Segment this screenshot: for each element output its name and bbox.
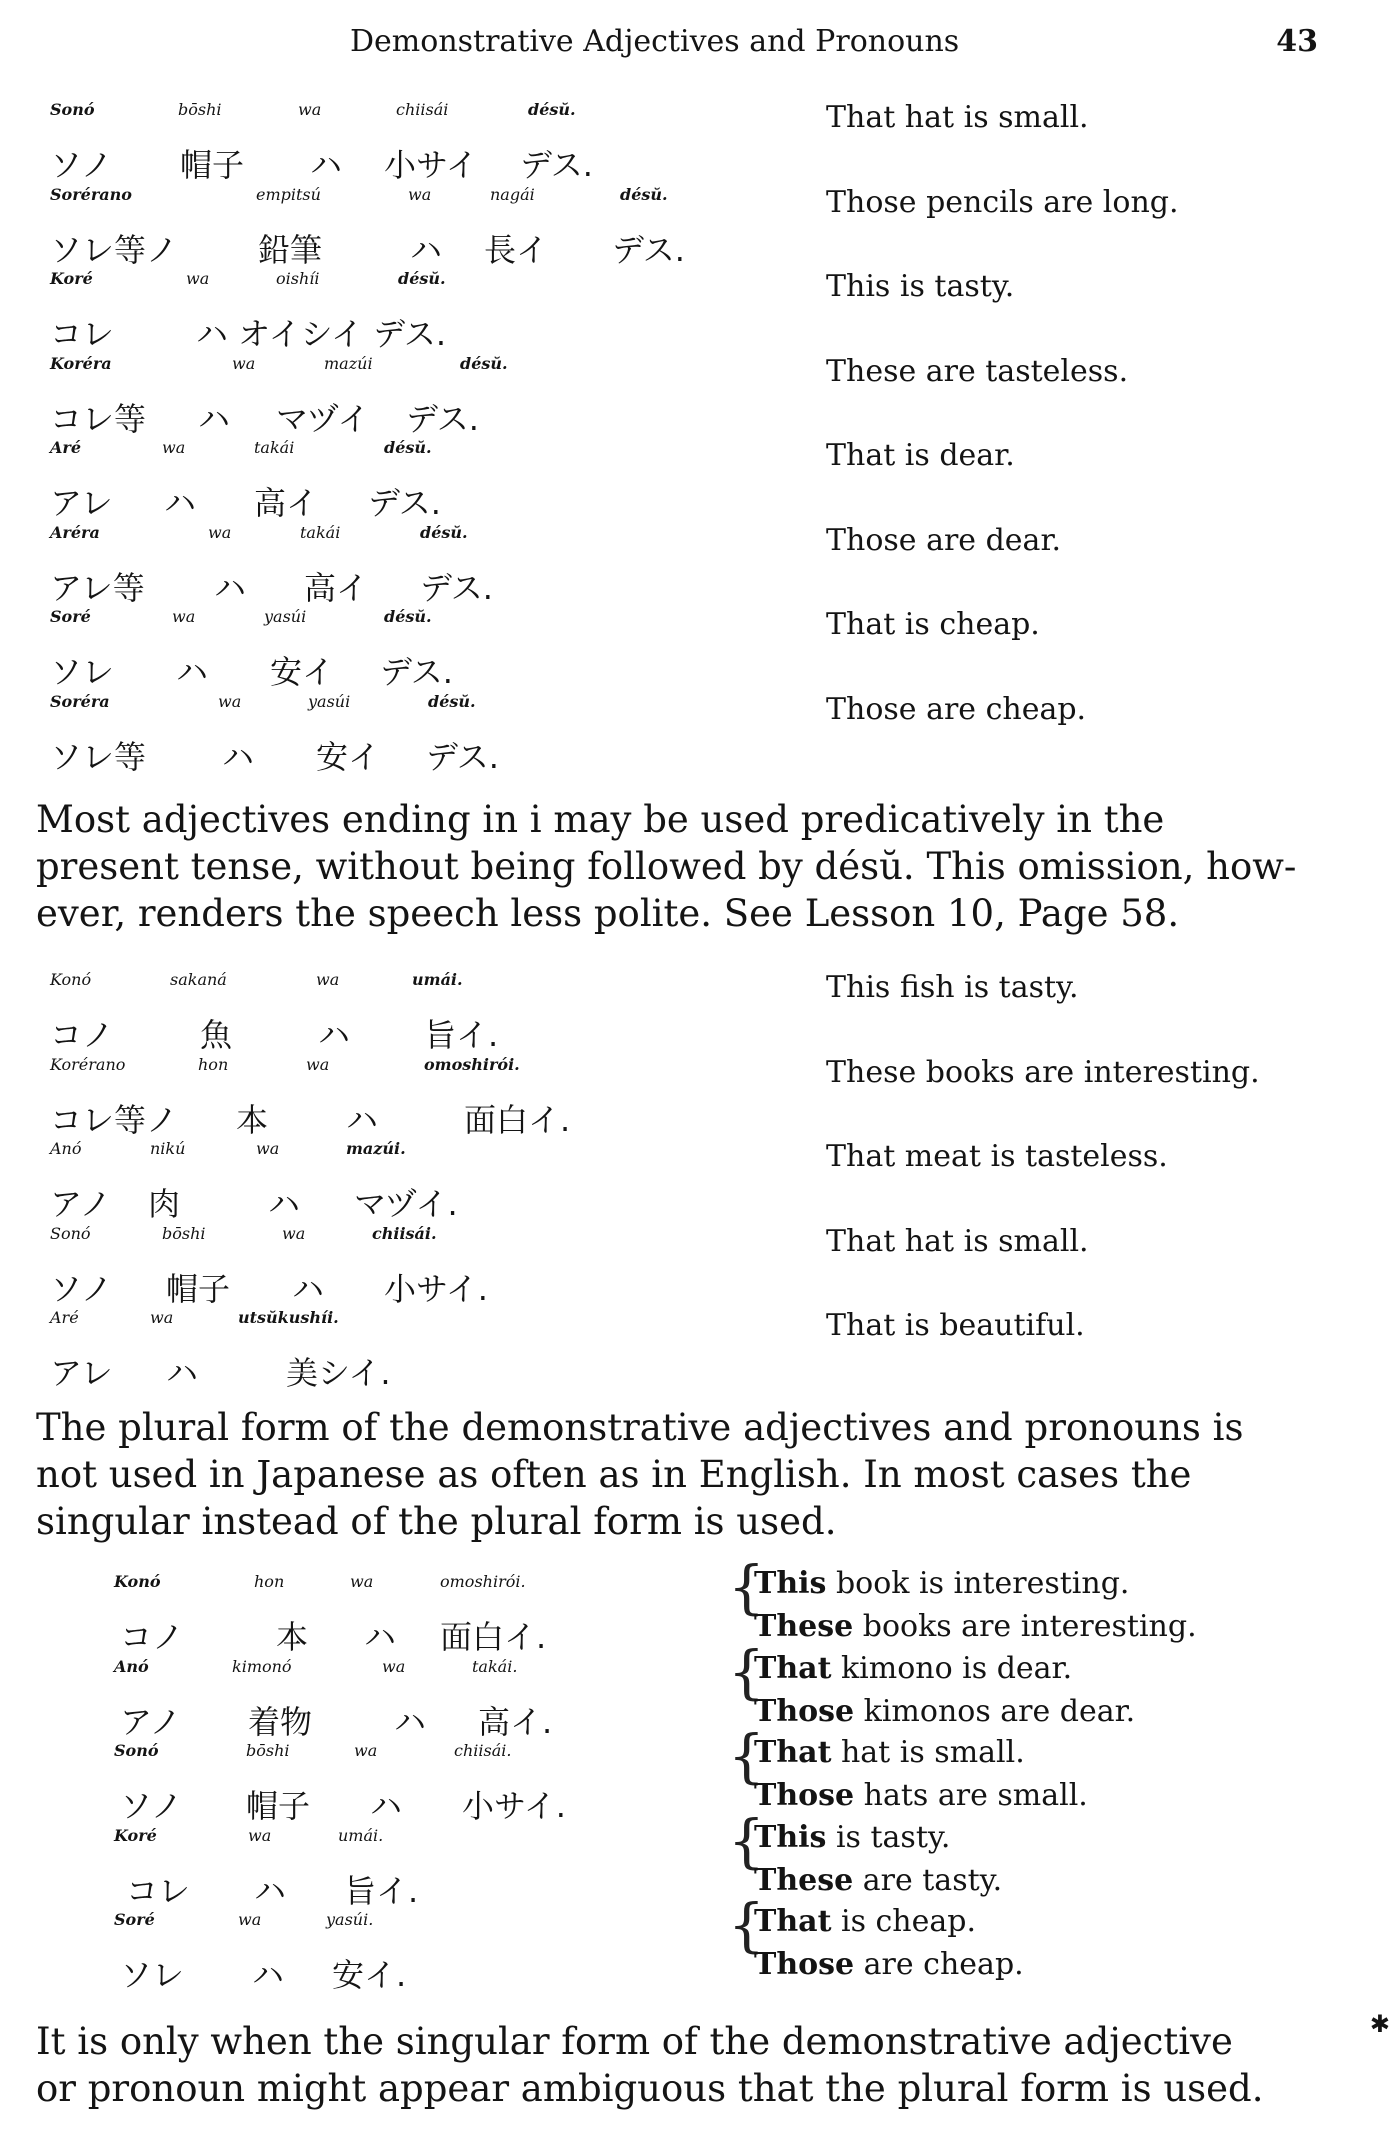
kana-word: 高イ [254, 484, 319, 522]
romaji-word: bōshi [162, 1223, 206, 1243]
kana-word: 本 [276, 1618, 309, 1656]
kana-word: デス. [380, 653, 453, 691]
romaji-word: wa [186, 269, 210, 288]
kana-word: ハ [310, 146, 343, 184]
kana-word: デス. [426, 737, 499, 776]
romaji-word: yasúi [264, 607, 307, 626]
kana-word: ソレ [50, 653, 115, 691]
kana-word: 安イ [270, 653, 335, 691]
kana-word: ハ [370, 1787, 403, 1825]
translation-rest: hats are small. [854, 1778, 1088, 1813]
kana-word: 小サイ [384, 146, 478, 184]
romaji-word: Soréra [50, 691, 110, 711]
translation-lead: That [754, 1904, 832, 1939]
kana-word: ハ [318, 1016, 351, 1054]
translation [754, 1647, 1072, 1690]
kana-word: アレ [50, 1354, 113, 1392]
paragraph-line: singular instead of the plural form is used. [36, 1500, 837, 1543]
translation [754, 1859, 1002, 1902]
kana-word: ハ [252, 1956, 285, 1994]
romaji-word: wa [298, 100, 322, 119]
translation: Those are dear. [826, 522, 1062, 558]
romaji-word: Aré [50, 1308, 79, 1327]
romaji-word: Koréra [50, 353, 112, 373]
kana-word: ハ [164, 484, 197, 522]
kana-word: コノ [50, 1016, 115, 1054]
kana-word: ハ [214, 568, 247, 607]
kana-word: アレ [50, 484, 113, 522]
page-header [0, 24, 1398, 64]
romaji-word: wa [232, 353, 256, 373]
kana-word: 本 [236, 1100, 269, 1139]
translation-rest: kimonos are dear. [854, 1693, 1136, 1729]
translation [754, 1605, 1197, 1648]
kana-word: コレ等ノ [50, 1100, 179, 1139]
romaji-word: Sonó [50, 100, 95, 119]
kana-word: 魚 [200, 1016, 233, 1054]
translation: Those pencils are long. [826, 184, 1179, 220]
romaji-word: mazúi. [346, 1139, 406, 1158]
romaji-word: désŭ. [460, 353, 508, 373]
romaji-word: wa [162, 438, 186, 457]
romaji-word: umái. [412, 970, 463, 989]
kana-word: 美シイ. [286, 1354, 391, 1392]
romaji-word: désŭ. [398, 269, 446, 288]
kana-word: ハ [410, 230, 443, 269]
paragraph-line: not used in Japanese as often as in English. In most cases the [36, 1453, 1192, 1496]
translation [754, 1690, 1135, 1733]
translation: That is cheap. [826, 607, 1040, 642]
translation: That hat is small. [826, 100, 1089, 135]
kana-word: ソノ [50, 146, 113, 184]
translation: That meat is tasteless. [826, 1139, 1168, 1174]
running-title: Demonstrative Adjectives and Pronouns [350, 24, 960, 59]
kana-word: ハ [176, 653, 209, 691]
romaji-word: omoshirói. [424, 1054, 520, 1074]
kana-word: ソノ [50, 1269, 113, 1308]
translation-rest: book is interesting. [826, 1566, 1130, 1601]
romaji-word: désŭ. [384, 438, 432, 457]
romaji-word: Aréra [50, 522, 100, 542]
kana-word: 安イ [316, 737, 381, 776]
kana-word: デス. [406, 399, 479, 438]
romaji-word: umái. [338, 1825, 384, 1845]
kana-word: ハ [254, 1871, 287, 1910]
translation-lead: This [754, 1819, 827, 1855]
kana-word: 旨イ. [424, 1016, 499, 1054]
romaji-word: Anó [50, 1139, 82, 1158]
romaji-word: Anó [114, 1656, 149, 1676]
romaji-word: désŭ. [528, 100, 576, 119]
translation [754, 1731, 1025, 1774]
romaji-word: nagái [490, 184, 535, 204]
romaji-word: désŭ. [428, 691, 476, 711]
romaji-word: Konó [50, 970, 92, 989]
kana-word: 小サイ. [462, 1787, 566, 1825]
romaji-word: hon [198, 1054, 229, 1074]
romaji-word: empitsú [256, 184, 321, 204]
translation: That is beautiful. [826, 1308, 1085, 1343]
romaji-word: takái. [472, 1656, 518, 1676]
romaji-word: wa [238, 1910, 262, 1929]
kana-word: アノ [50, 1185, 112, 1223]
translation-rest: hat is small. [831, 1735, 1025, 1770]
romaji-word: bōshi [178, 100, 222, 119]
romaji-word: sakaná [170, 970, 227, 989]
romaji-word: nikú [150, 1139, 186, 1158]
romaji-word: wa [282, 1223, 306, 1243]
romaji-word: wa [256, 1139, 280, 1158]
kana-word: コノ [120, 1618, 185, 1656]
romaji-word: Soré [114, 1910, 155, 1929]
romaji-word: Konó [114, 1572, 161, 1591]
kana-word: 旨イ. [344, 1871, 419, 1910]
kana-word: 肉 [148, 1185, 181, 1223]
kana-word: ハ オイシイ デス. [196, 315, 447, 353]
romaji-word: désŭ. [620, 184, 668, 204]
translation-lead: These [754, 1862, 854, 1898]
brace-symbol: { [728, 1553, 765, 1621]
translation-lead: These [754, 1609, 854, 1644]
translation: These books are interesting. [826, 1054, 1260, 1090]
romaji-word: Sonó [114, 1741, 159, 1760]
romaji-word: wa [408, 184, 432, 204]
romaji-word: wa [150, 1308, 174, 1327]
translation-rest: are cheap. [854, 1947, 1024, 1982]
translation-lead: This [754, 1566, 827, 1601]
kana-word: ソレ等 [50, 737, 147, 776]
romaji-word: takái [254, 438, 295, 457]
translation-rest: is cheap. [831, 1904, 977, 1939]
romaji-word: Soré [50, 607, 91, 626]
kana-word: マヅイ [276, 399, 370, 438]
brace-symbol: { [728, 1806, 765, 1875]
romaji-word: Sorérano [50, 184, 132, 204]
kana-word: 帽子 [166, 1269, 231, 1308]
romaji-word: wa [382, 1656, 406, 1676]
kana-word: アレ等 [50, 568, 145, 607]
paragraph-line: ever, renders the speech less polite. See Lesson 10, Page 58. [36, 892, 1180, 935]
translation-rest: is tasty. [826, 1819, 951, 1855]
kana-word: デス. [420, 568, 493, 607]
romaji-word: Korérano [50, 1054, 126, 1074]
translation [754, 1943, 1024, 1986]
kana-word: ハ [198, 399, 231, 438]
translation-lead: Those [754, 1778, 855, 1813]
kana-word: ソレ等ノ [50, 230, 179, 269]
kana-word: ハ [346, 1100, 379, 1139]
kana-word: コレ [126, 1871, 191, 1910]
romaji-word: chiisái. [454, 1741, 512, 1760]
kana-word: 長イ [484, 230, 549, 269]
kana-word: 面白イ. [440, 1618, 547, 1656]
kana-word: 小サイ. [384, 1269, 488, 1308]
page-number: 43 [1276, 24, 1318, 59]
translation: Those are cheap. [826, 691, 1087, 727]
kana-word: 帽子 [246, 1787, 311, 1825]
paragraph-line: Most adjectives ending in i may be used predicatively in the [36, 798, 1165, 841]
paragraph-1 [36, 796, 1336, 937]
kana-word: 面白イ. [464, 1100, 571, 1139]
kana-word: 鉛筆 [258, 230, 323, 269]
kana-word: マヅイ. [354, 1185, 458, 1223]
romaji-word: wa [248, 1825, 272, 1845]
translation-lead: That [754, 1735, 832, 1770]
kana-word: ソレ [120, 1956, 185, 1994]
romaji-word: utsŭkushíi. [238, 1308, 339, 1327]
kana-word: デス. [368, 484, 441, 522]
translation: This fish is tasty. [826, 970, 1079, 1005]
translation: That is dear. [826, 438, 1015, 473]
romaji-word: désŭ. [420, 522, 468, 542]
translation-lead: Those [754, 1947, 855, 1982]
kana-word: アノ [120, 1702, 182, 1741]
romaji-word: oishíi [276, 269, 320, 288]
kana-word: 高イ [304, 568, 369, 607]
kana-word: コレ [50, 315, 115, 353]
romaji-word: yasúi. [326, 1910, 374, 1929]
paragraph-3 [36, 2018, 1336, 2112]
romaji-word: Koré [50, 269, 93, 288]
kana-word: 高イ. [478, 1702, 553, 1741]
translation [754, 1562, 1129, 1605]
kana-word: ハ [394, 1702, 427, 1741]
kana-word: ハ [166, 1354, 199, 1392]
kana-word: 安イ. [332, 1956, 407, 1994]
kana-word: ハ [222, 737, 255, 776]
paragraph-2 [36, 1404, 1336, 1545]
brace-symbol: { [728, 1637, 765, 1706]
romaji-word: désŭ. [384, 607, 432, 626]
paragraph-line: present tense, without being followed by désŭ. This omission, how- [36, 845, 1297, 888]
translation [754, 1774, 1088, 1817]
romaji-word: kimonó [232, 1656, 292, 1676]
romaji-word: yasúi [308, 691, 351, 711]
romaji-word: bōshi [246, 1741, 290, 1760]
paragraph-line: The plural form of the demonstrative adjectives and pronouns is [36, 1406, 1244, 1449]
romaji-word: wa [172, 607, 196, 626]
kana-word: ハ [292, 1269, 325, 1308]
kana-word: ハ [364, 1618, 397, 1656]
brace-symbol: { [728, 1722, 765, 1790]
kana-word: デス. [520, 146, 593, 184]
romaji-word: wa [316, 970, 340, 989]
translation [754, 1816, 950, 1859]
translation-rest: books are interesting. [853, 1609, 1197, 1644]
romaji-word: chiisái [396, 100, 449, 119]
kana-word: デス. [612, 230, 685, 269]
kana-word: ハ [268, 1185, 301, 1223]
translation-lead: Those [754, 1693, 855, 1729]
romaji-word: takái [300, 522, 341, 542]
romaji-word: wa [306, 1054, 330, 1074]
margin-mark: ✱ [1369, 2010, 1390, 2038]
kana-word: ソノ [120, 1787, 183, 1825]
translation-rest: kimono is dear. [831, 1650, 1073, 1686]
translation-rest: are tasty. [853, 1862, 1003, 1898]
romaji-word: Koré [114, 1825, 157, 1845]
romaji-word: Aré [50, 438, 82, 457]
translation [754, 1900, 976, 1943]
translation: These are tasteless. [826, 353, 1129, 389]
paragraph-line: or pronoun might appear ambiguous that the plural form is used. [36, 2067, 1264, 2110]
romaji-word: wa [208, 522, 232, 542]
kana-word: コレ等 [50, 399, 147, 438]
romaji-word: wa [218, 691, 242, 711]
romaji-word: wa [350, 1572, 374, 1591]
translation-lead: That [754, 1650, 832, 1686]
kana-word: 着物 [248, 1702, 313, 1741]
romaji-word: Sonó [50, 1223, 91, 1243]
brace-symbol: { [728, 1891, 765, 1959]
translation: That hat is small. [826, 1223, 1089, 1259]
romaji-word: hon [254, 1572, 285, 1591]
translation: This is tasty. [826, 269, 1015, 304]
romaji-word: chiisái. [372, 1223, 437, 1243]
romaji-word: wa [354, 1741, 378, 1760]
romaji-word: mazúi [324, 353, 373, 373]
paragraph-line: It is only when the singular form of the demonstrative adjective [36, 2020, 1233, 2063]
romaji-word: omoshirói. [440, 1572, 526, 1591]
kana-word: 帽子 [180, 146, 245, 184]
